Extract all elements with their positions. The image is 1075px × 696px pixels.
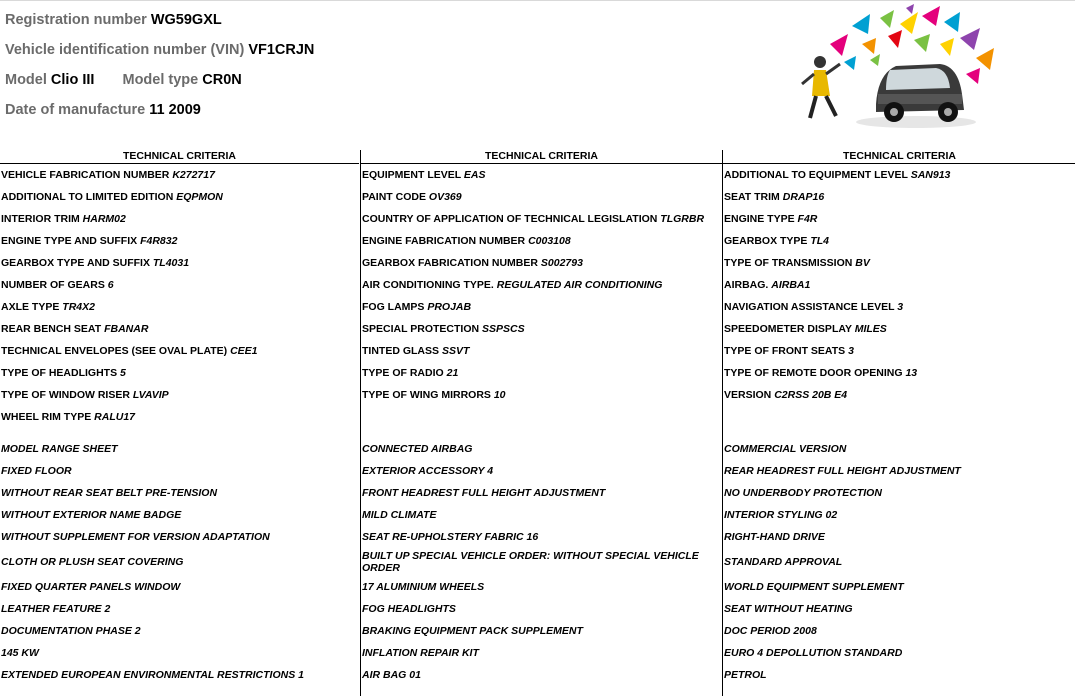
model-type-label: Model type bbox=[122, 72, 199, 88]
criteria-label: ENGINE TYPE AND SUFFIX bbox=[1, 235, 138, 247]
criteria-value: TL4031 bbox=[152, 257, 190, 269]
option-item: WORLD EQUIPMENT SUPPLEMENT bbox=[724, 581, 904, 593]
criteria-item bbox=[362, 186, 722, 208]
criteria-item bbox=[724, 296, 1075, 318]
criteria-item bbox=[724, 252, 1075, 274]
criteria-value: SAN913 bbox=[910, 169, 951, 181]
criteria-item bbox=[1, 340, 359, 362]
criteria-label: GEARBOX FABRICATION NUMBER bbox=[362, 257, 538, 269]
model-value: Clio III bbox=[50, 72, 95, 88]
criteria-label: ADDITIONAL TO LIMITED EDITION bbox=[1, 191, 174, 203]
criteria-label: SPECIAL PROTECTION bbox=[362, 323, 480, 335]
vehicle-summary bbox=[5, 12, 314, 132]
car-promo-illustration-icon bbox=[790, 4, 1010, 132]
criteria-label: COUNTRY OF APPLICATION OF TECHNICAL LEGISLATION bbox=[362, 213, 658, 225]
criteria-value: HARM02 bbox=[82, 213, 126, 225]
option-item: 17 ALUMINIUM WHEELS bbox=[362, 581, 485, 593]
criteria-item bbox=[1, 384, 359, 406]
option-item: PETROL bbox=[724, 669, 767, 681]
option-item: MODEL RANGE SHEET bbox=[1, 443, 118, 455]
criteria-column-1 bbox=[0, 150, 359, 696]
option-item: WITHOUT EXTERIOR NAME BADGE bbox=[1, 509, 182, 521]
criteria-value: S002793 bbox=[540, 257, 583, 269]
criteria-label: TECHNICAL ENVELOPES (SEE OVAL PLATE) bbox=[1, 345, 228, 357]
empty-row bbox=[724, 406, 1075, 428]
criteria-label: TYPE OF TRANSMISSION bbox=[724, 257, 853, 269]
criteria-item bbox=[362, 208, 722, 230]
criteria-item bbox=[724, 274, 1075, 296]
option-item: WITHOUT SUPPLEMENT FOR VERSION ADAPTATION bbox=[1, 531, 270, 543]
option-item: FOG HEADLIGHTS bbox=[362, 603, 456, 615]
option-item: BUILT UP SPECIAL VEHICLE ORDER: WITHOUT SPECIAL VEHICLE ORDER bbox=[362, 550, 699, 574]
criteria-value: 3 bbox=[848, 345, 854, 357]
criteria-item bbox=[362, 230, 722, 252]
criteria-label: AIR CONDITIONING TYPE. bbox=[362, 279, 494, 291]
criteria-label: TYPE OF FRONT SEATS bbox=[724, 345, 846, 357]
option-item: EURO 4 DEPOLLUTION STANDARD bbox=[724, 647, 903, 659]
section-spacer bbox=[724, 428, 1075, 438]
criteria-label: TYPE OF WING MIRRORS bbox=[362, 389, 491, 401]
option-item: SEAT RE-UPHOLSTERY FABRIC 16 bbox=[362, 531, 539, 543]
criteria-item bbox=[1, 318, 359, 340]
criteria-label: TYPE OF RADIO bbox=[362, 367, 444, 379]
criteria-label: VEHICLE FABRICATION NUMBER bbox=[1, 169, 170, 181]
criteria-item bbox=[362, 340, 722, 362]
criteria-item bbox=[724, 362, 1075, 384]
criteria-label: FOG LAMPS bbox=[362, 301, 425, 313]
criteria-value: TR4X2 bbox=[62, 301, 95, 313]
criteria-value: CEE1 bbox=[230, 345, 258, 357]
criteria-value: AIRBA1 bbox=[771, 279, 811, 291]
criteria-value: 13 bbox=[905, 367, 918, 379]
criteria-value: LVAVIP bbox=[132, 389, 169, 401]
option-item: INTERIOR STYLING 02 bbox=[724, 509, 838, 521]
criteria-item bbox=[1, 274, 359, 296]
section-spacer bbox=[1, 428, 359, 438]
criteria-value: 10 bbox=[493, 389, 506, 401]
option-item: AIR BAG 01 bbox=[362, 669, 421, 681]
option-item: DOCUMENTATION PHASE 2 bbox=[1, 625, 141, 637]
column-header: TECHNICAL CRITERIA bbox=[361, 150, 722, 164]
section-spacer bbox=[362, 428, 722, 438]
criteria-value: EAS bbox=[463, 169, 486, 181]
criteria-value: C003108 bbox=[528, 235, 571, 247]
criteria-item bbox=[724, 340, 1075, 362]
model-row bbox=[5, 72, 314, 102]
criteria-label: PAINT CODE bbox=[362, 191, 426, 203]
option-item: WITHOUT REAR SEAT BELT PRE-TENSION bbox=[1, 487, 218, 499]
criteria-column-2 bbox=[360, 150, 722, 696]
criteria-value: TL4 bbox=[810, 235, 830, 247]
option-item: NO UNDERBODY PROTECTION bbox=[724, 487, 882, 499]
criteria-item bbox=[1, 252, 359, 274]
criteria-item bbox=[362, 296, 722, 318]
criteria-value: TLGRBR bbox=[660, 213, 705, 225]
criteria-label: SEAT TRIM bbox=[724, 191, 780, 203]
criteria-label: AIRBAG. bbox=[724, 279, 769, 291]
criteria-value: C2RSS 20B E4 bbox=[774, 389, 848, 401]
option-item: MILD CLIMATE bbox=[362, 509, 437, 521]
option-item: FRONT HEADREST FULL HEIGHT ADJUSTMENT bbox=[362, 487, 606, 499]
criteria-value: 3 bbox=[897, 301, 904, 313]
option-item: BRAKING EQUIPMENT PACK SUPPLEMENT bbox=[362, 625, 583, 637]
criteria-label: SPEEDOMETER DISPLAY bbox=[724, 323, 852, 335]
option-item: CONNECTED AIRBAG bbox=[362, 443, 473, 455]
registration-label: Registration number bbox=[5, 12, 147, 28]
top-divider bbox=[0, 0, 1075, 1]
criteria-value: 5 bbox=[120, 367, 126, 379]
criteria-label: REAR BENCH SEAT bbox=[1, 323, 102, 335]
criteria-label: NUMBER OF GEARS bbox=[1, 279, 105, 291]
criteria-label: TYPE OF REMOTE DOOR OPENING bbox=[724, 367, 903, 379]
option-item: CLOTH OR PLUSH SEAT COVERING bbox=[1, 556, 184, 568]
model-label: Model bbox=[5, 72, 47, 88]
manufacture-value: 11 2009 bbox=[149, 102, 201, 118]
option-item: STANDARD APPROVAL bbox=[724, 556, 843, 568]
criteria-value: FBANAR bbox=[104, 323, 149, 335]
vin-value: VF1CRJN bbox=[248, 42, 315, 58]
option-item: SEAT WITHOUT HEATING bbox=[724, 603, 853, 615]
manufacture-row bbox=[5, 102, 314, 132]
criteria-item bbox=[724, 186, 1075, 208]
criteria-item bbox=[1, 406, 359, 428]
criteria-value: SSPSCS bbox=[482, 323, 525, 335]
criteria-item bbox=[724, 318, 1075, 340]
option-item: COMMERCIAL VERSION bbox=[724, 443, 847, 455]
criteria-item bbox=[362, 318, 722, 340]
criteria-item bbox=[362, 164, 722, 186]
criteria-item bbox=[1, 208, 359, 230]
criteria-label: VERSION bbox=[724, 389, 772, 401]
criteria-item bbox=[362, 252, 722, 274]
option-item: EXTENDED EUROPEAN ENVIRONMENTAL RESTRICTIONS 1 bbox=[1, 669, 304, 681]
vin-row bbox=[5, 42, 314, 72]
criteria-label: WHEEL RIM TYPE bbox=[1, 411, 92, 423]
manufacture-label: Date of manufacture bbox=[5, 102, 146, 118]
option-item: INFLATION REPAIR KIT bbox=[362, 647, 479, 659]
option-item: FIXED FLOOR bbox=[1, 465, 72, 477]
criteria-value: 21 bbox=[446, 367, 459, 379]
criteria-value: REGULATED AIR CONDITIONING bbox=[496, 279, 663, 291]
criteria-label: TYPE OF WINDOW RISER bbox=[1, 389, 130, 401]
criteria-item bbox=[1, 230, 359, 252]
option-item: RIGHT-HAND DRIVE bbox=[724, 531, 825, 543]
option-item: 145 KW bbox=[1, 647, 39, 659]
criteria-label: ADDITIONAL TO EQUIPMENT LEVEL bbox=[724, 169, 908, 181]
criteria-label: EQUIPMENT LEVEL bbox=[362, 169, 461, 181]
criteria-value: K272717 bbox=[172, 169, 215, 181]
criteria-item bbox=[1, 362, 359, 384]
option-item: FIXED QUARTER PANELS WINDOW bbox=[1, 581, 181, 593]
criteria-item bbox=[1, 186, 359, 208]
criteria-column-3 bbox=[722, 150, 1075, 696]
criteria-value: 6 bbox=[107, 279, 114, 291]
criteria-label: ENGINE TYPE bbox=[724, 213, 795, 225]
criteria-item bbox=[1, 164, 359, 186]
criteria-value: PROJAB bbox=[427, 301, 472, 313]
criteria-label: TINTED GLASS bbox=[362, 345, 440, 357]
criteria-value: MILES bbox=[854, 323, 887, 335]
criteria-value: F4R832 bbox=[140, 235, 178, 247]
criteria-value: SSVT bbox=[441, 345, 470, 357]
criteria-item bbox=[724, 208, 1075, 230]
criteria-item bbox=[724, 164, 1075, 186]
criteria-item bbox=[724, 230, 1075, 252]
option-item: LEATHER FEATURE 2 bbox=[1, 603, 111, 615]
column-header: TECHNICAL CRITERIA bbox=[723, 150, 1075, 164]
criteria-label: GEARBOX TYPE bbox=[724, 235, 808, 247]
criteria-value: DRAP16 bbox=[782, 191, 825, 203]
criteria-item bbox=[724, 384, 1075, 406]
criteria-item bbox=[362, 384, 722, 406]
criteria-value: EQPMON bbox=[176, 191, 223, 203]
criteria-value: RALU17 bbox=[94, 411, 135, 423]
criteria-label: TYPE OF HEADLIGHTS bbox=[1, 367, 118, 379]
criteria-value: F4R bbox=[797, 213, 818, 225]
criteria-label: INTERIOR TRIM bbox=[1, 213, 80, 225]
criteria-value: OV369 bbox=[428, 191, 462, 203]
vin-label: Vehicle identification number (VIN) bbox=[5, 42, 245, 58]
criteria-item bbox=[1, 296, 359, 318]
criteria-value: BV bbox=[855, 257, 870, 269]
criteria-item bbox=[362, 274, 722, 296]
criteria-label: GEARBOX TYPE AND SUFFIX bbox=[1, 257, 150, 269]
empty-row bbox=[362, 406, 722, 428]
registration-value: WG59GXL bbox=[150, 12, 222, 28]
option-item: EXTERIOR ACCESSORY 4 bbox=[362, 465, 494, 477]
option-item: REAR HEADREST FULL HEIGHT ADJUSTMENT bbox=[724, 465, 961, 477]
criteria-item bbox=[362, 362, 722, 384]
column-header: TECHNICAL CRITERIA bbox=[0, 150, 359, 164]
option-item: DOC PERIOD 2008 bbox=[724, 625, 817, 637]
registration-row bbox=[5, 12, 314, 42]
model-type-value: CR0N bbox=[202, 72, 242, 88]
criteria-label: NAVIGATION ASSISTANCE LEVEL bbox=[724, 301, 895, 313]
criteria-label: ENGINE FABRICATION NUMBER bbox=[362, 235, 526, 247]
criteria-label: AXLE TYPE bbox=[1, 301, 60, 313]
